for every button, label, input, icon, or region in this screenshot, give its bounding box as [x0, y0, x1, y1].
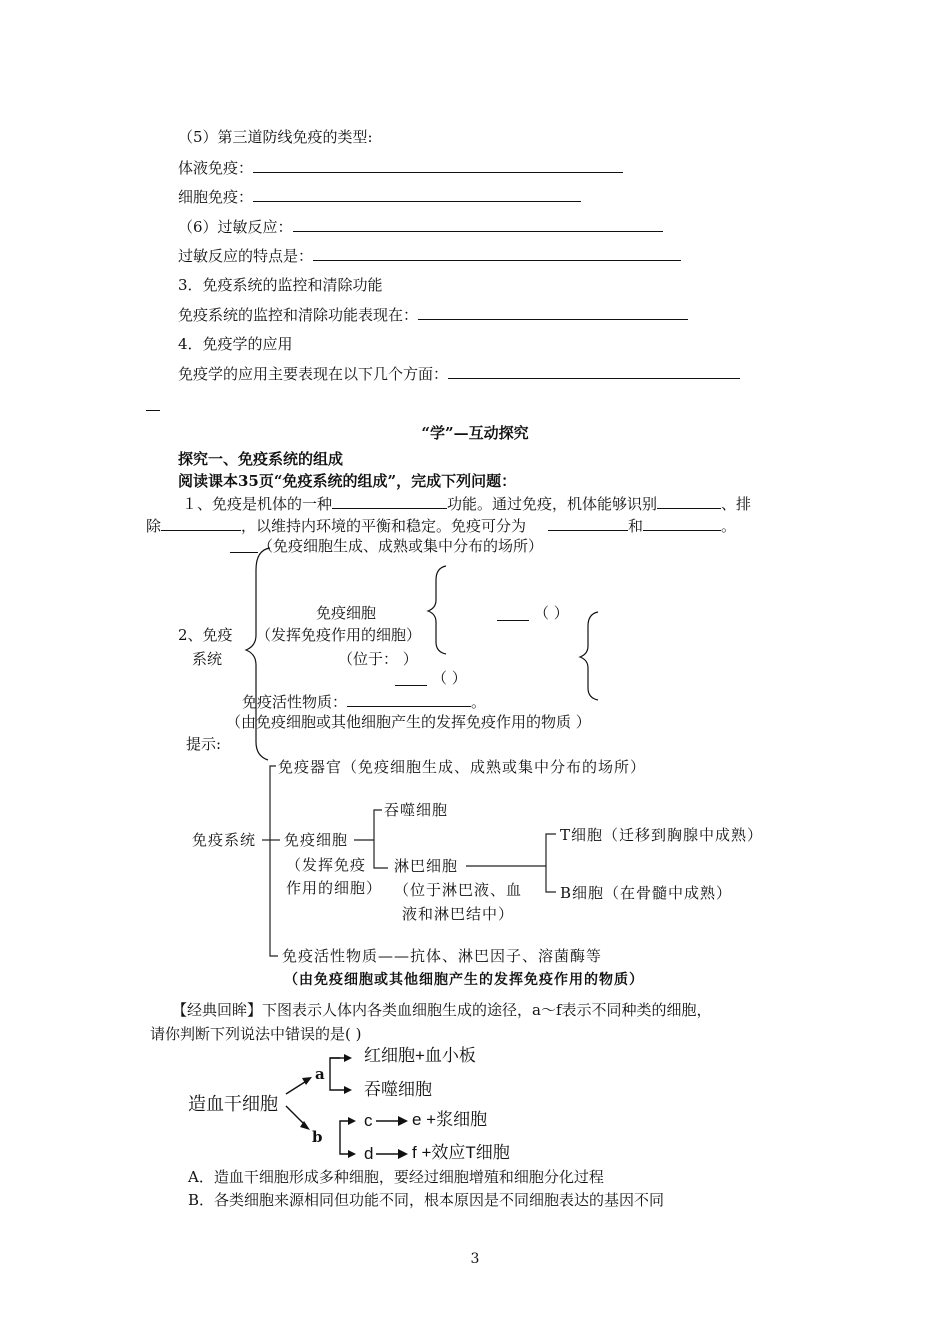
phagocyte-label: 吞噬细胞 — [364, 1080, 432, 1099]
hint-lymph-loc-2: 液和淋巴结中） — [402, 905, 515, 923]
active-label: 免疫活性物质： — [242, 693, 348, 711]
rbc-platelet-label: 红细胞+血小板 — [364, 1046, 476, 1065]
branch-a-label: a — [315, 1065, 325, 1083]
active-note: （由免疫细胞或其他细胞产生的发挥免疫作用的物质 ） — [226, 713, 591, 731]
page-number: 3 — [470, 1251, 480, 1267]
active-end: 。 — [471, 693, 487, 711]
section-3-heading: 3．免疫系统的监控和清除功能 — [178, 276, 383, 294]
a-bracket — [330, 1058, 346, 1090]
classic-line-1: 【经典回眸】下图表示人体内各类血细胞生成的途径，a～f表示不同种类的细胞， — [172, 1001, 712, 1019]
hint-cell: 免疫细胞 — [284, 831, 349, 849]
classic-line-2: 请你判断下列说法中错误的是( ) — [150, 1025, 362, 1043]
q1-text-6: 和 — [628, 517, 644, 535]
q1-text-7: 。 — [721, 517, 737, 535]
q5-label: （5）第三道防线免疫的类型: — [178, 128, 373, 146]
q1-text-3: 、排 — [721, 495, 752, 513]
option-b[interactable]: B．各类细胞来源相同但功能不同，根本原因是不同细胞表达的基因不同 — [188, 1191, 665, 1209]
organ-note: （免疫细胞生成、成熟或集中分布的场所） — [258, 537, 544, 555]
explore-instruction: 阅读课本35页“免疫系统的组成”，完成下列问题： — [178, 472, 517, 490]
cell-c-label: c — [364, 1111, 373, 1130]
explore-title: “学”—互动探究 — [421, 424, 529, 442]
arrowhead-e — [398, 1116, 408, 1126]
q1-text-5: ，以维持内环境的平衡和稳定。免疫可分为 — [241, 517, 527, 535]
hint-organ: 免疫器官（免疫细胞生成、成熟或集中分布的场所） — [278, 758, 647, 776]
arrowhead-phago — [344, 1086, 352, 1094]
stem-cell-label: 造血干细胞 — [188, 1094, 278, 1114]
humoral-label: 体液免疫： — [178, 159, 254, 177]
paren-2: （ ） — [432, 669, 467, 687]
section-4-heading: 4．免疫学的应用 — [178, 335, 293, 353]
cell-location: （位于： ） — [338, 650, 418, 668]
system-label-1: 2、免疫 — [178, 626, 233, 644]
arrowhead-d — [348, 1150, 356, 1158]
q1-text-2: 功能。通过免疫，机体能够识别 — [447, 495, 658, 513]
hint-t-cell: T细胞（迁移到胸腺中成熟） — [560, 826, 764, 844]
hint-cell-note-1: （发挥免疫 — [286, 856, 367, 874]
effector-t-label: f +效应T细胞 — [412, 1143, 510, 1162]
section-3-label: 免疫系统的监控和清除功能表现在： — [178, 306, 419, 324]
arrowhead-a — [302, 1077, 312, 1085]
section-4-label: 免疫学的应用主要表现在以下几个方面： — [178, 365, 449, 383]
arrowhead-rbc — [344, 1054, 352, 1062]
arrowhead-c — [348, 1117, 356, 1125]
cellular-label: 细胞免疫： — [178, 188, 254, 206]
system-label-2: 系统 — [192, 650, 223, 668]
q1-text-1: １、免疫是机体的一种 — [182, 495, 333, 513]
explore-subtitle: 探究一、免疫系统的组成 — [178, 450, 344, 468]
paren-1: （ ） — [534, 604, 569, 622]
hint-active-note: （由免疫细胞或其他细胞产生的发挥免疫作用的物质） — [284, 972, 644, 988]
hint-cell-note-2: 作用的细胞） — [286, 879, 383, 897]
hint-label: 提示: — [186, 735, 222, 753]
b-bracket — [340, 1121, 350, 1154]
hint-lymphocyte: 淋巴细胞 — [394, 857, 459, 875]
option-a[interactable]: A．造血干细胞形成多种细胞，要经过细胞增殖和细胞分化过程 — [188, 1168, 604, 1186]
hint-lymph-loc-1: （位于淋巴液、血 — [394, 881, 523, 899]
cell-note: （发挥免疫作用的细胞） — [256, 626, 422, 644]
hint-active: 免疫活性物质——抗体、淋巴因子、溶菌酶等 — [282, 947, 603, 965]
hint-phagocyte: 吞噬细胞 — [384, 801, 449, 819]
q6-label: （6）过敏反应： — [178, 218, 293, 236]
plasma-cell-label: e +浆细胞 — [412, 1110, 488, 1129]
arrowhead-f — [398, 1149, 408, 1159]
hint-b-cell: B细胞（在骨髓中成熟） — [560, 884, 733, 902]
branch-b-label: b — [312, 1128, 323, 1146]
allergy-feature-label: 过敏反应的特点是： — [178, 247, 314, 265]
cell-d-label: d — [364, 1144, 374, 1163]
q1-text-4: 除 — [146, 517, 162, 535]
cell-label: 免疫细胞 — [316, 604, 377, 622]
hint-system: 免疫系统 — [192, 831, 257, 849]
